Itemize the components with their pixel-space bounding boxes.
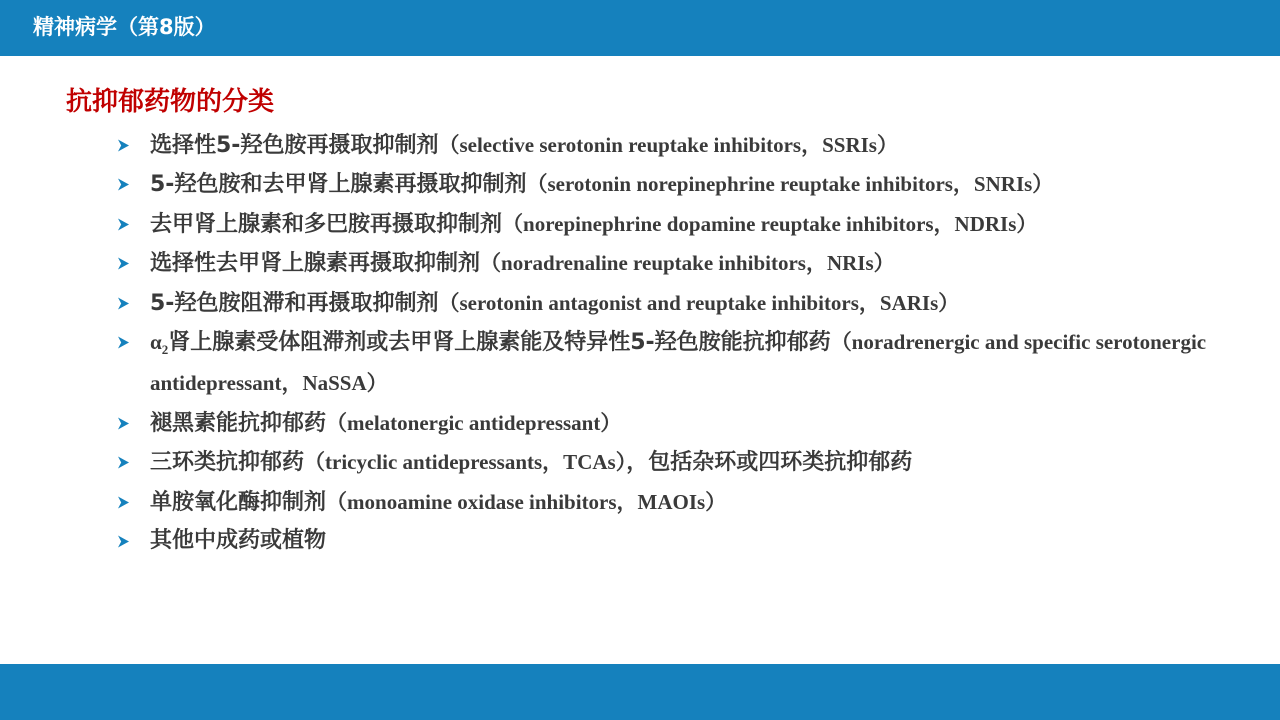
item-text-en: （tricyclic antidepressants，TCAs） <box>304 450 627 475</box>
item-text-cn: 5-羟色胺阻滞和再摄取抑制剂 <box>150 290 439 316</box>
item-text-cn: 5-羟色胺和去甲肾上腺素再摄取抑制剂 <box>150 172 527 198</box>
book-title: 精神病学（第8版） <box>33 15 216 39</box>
list-item <box>112 205 1222 244</box>
item-text-en: （noradrenaline reuptake inhibitors，NRIs） <box>480 251 895 276</box>
item-text-cn: 单胺氧化酶抑制剂 <box>150 489 327 515</box>
slide-heading: 抗抑郁药物的分类 <box>66 87 275 117</box>
arrow-right-icon <box>116 256 131 271</box>
footer-bar <box>0 664 1280 720</box>
item-text-cn: 去甲肾上腺素和多巴胺再摄取抑制剂 <box>150 211 503 237</box>
arrow-right-icon <box>116 217 131 232</box>
list-item <box>112 483 1222 522</box>
list-item <box>112 323 1222 404</box>
arrow-right-icon <box>116 177 131 192</box>
item-text-cn: 选择性去甲肾上腺素再摄取抑制剂 <box>150 251 481 277</box>
item-text-en: （selective serotonin reuptake inhibitors，SSRIs） <box>438 133 898 157</box>
alpha-symbol: α <box>150 330 162 355</box>
list-item <box>112 443 1222 482</box>
alpha-subscript: 2 <box>161 342 169 358</box>
list-item <box>112 244 1222 283</box>
arrow-right-icon <box>116 416 131 431</box>
list-item <box>112 522 1222 560</box>
arrow-right-icon <box>116 534 131 549</box>
list-item <box>112 404 1222 443</box>
list-item <box>112 126 1222 165</box>
item-text-cn: 褪黑素能抗抑郁药 <box>150 410 327 436</box>
list-item <box>112 165 1222 204</box>
arrow-right-icon <box>116 335 131 350</box>
bullet-list <box>112 126 1222 560</box>
item-text-cn: 其他中成药或植物 <box>150 528 327 554</box>
arrow-right-icon <box>116 495 131 510</box>
item-text-cn-suffix: ，包括杂环或四环类抗抑郁药 <box>626 450 913 476</box>
header-bar <box>0 0 1280 56</box>
item-text-en: （norepinephrine dopamine reuptake inhibitors，NDRIs） <box>502 211 1038 236</box>
item-text-cn: 选择性5-羟色胺再摄取抑制剂 <box>150 133 439 158</box>
item-text-en: （serotonin antagonist and reuptake inhibitors，SARIs） <box>438 290 960 315</box>
item-text-cn: 肾上腺素受体阻滞剂或去甲肾上腺素能及特异性5-羟色胺能抗抑郁药 <box>168 330 831 356</box>
arrow-right-icon <box>116 296 131 311</box>
item-text-en: （noradrenergic and specific serotonergic antidepressant，NaSSA） <box>150 330 1207 396</box>
item-text-en: （melatonergic antidepressant） <box>326 410 622 435</box>
arrow-right-icon <box>116 138 131 153</box>
list-item <box>112 284 1222 323</box>
item-text-en: （monoamine oxidase inhibitors，MAOIs） <box>326 489 727 514</box>
arrow-right-icon <box>116 455 131 470</box>
item-text-en: （serotonin norepinephrine reuptake inhibitors，SNRIs） <box>526 172 1054 197</box>
item-text-cn: 三环类抗抑郁药 <box>150 450 305 476</box>
